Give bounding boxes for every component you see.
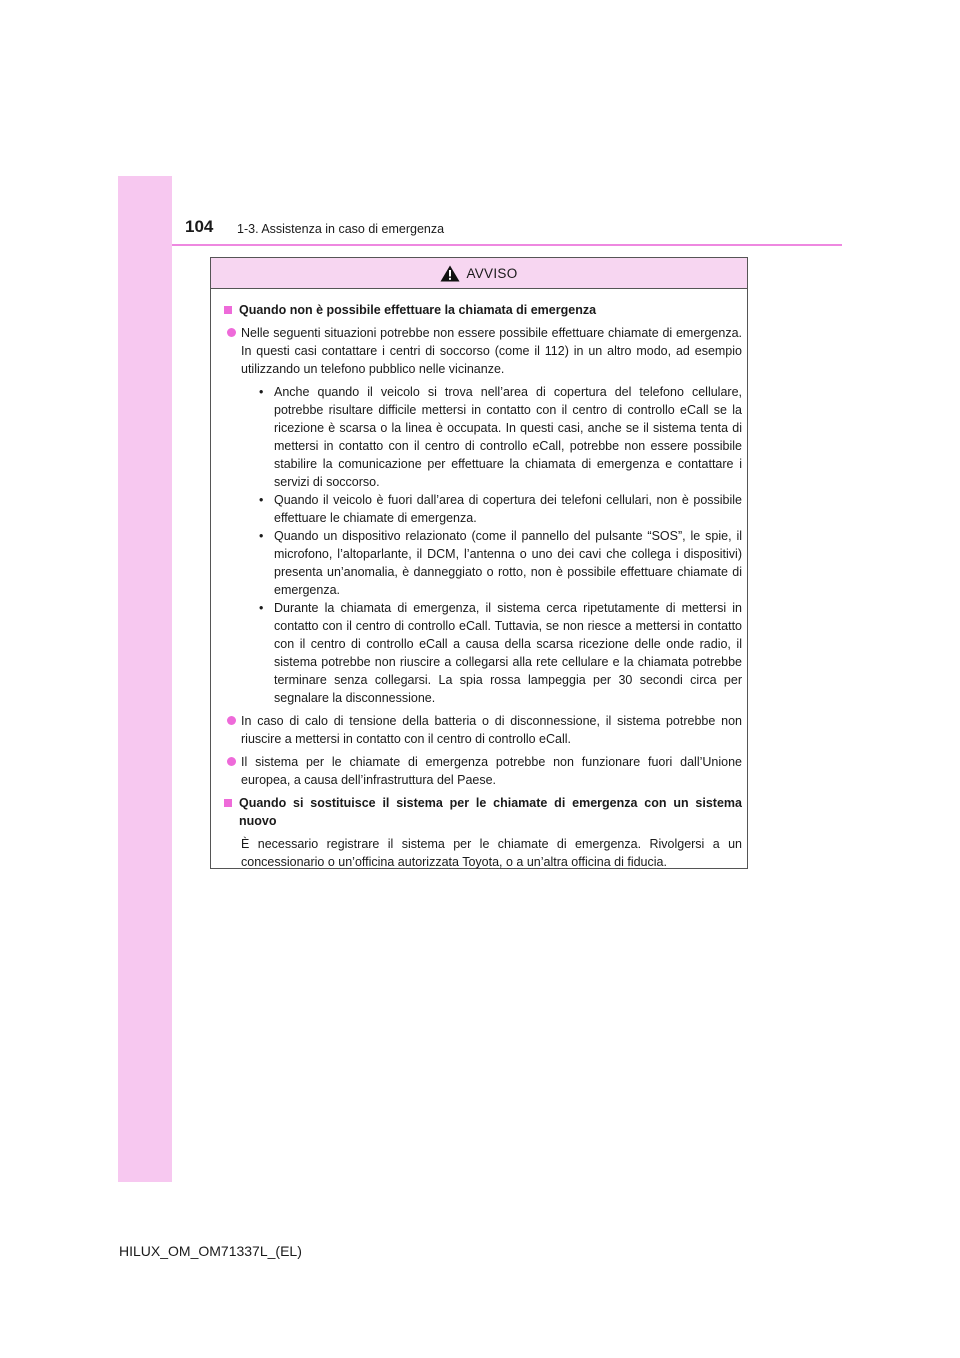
section-text: È necessario registrare il sistema per le chiamate di emergenza. Rivolgersi a un concessionario o un’officina autorizzata Toyota, o a un’altra officina di fiducia. bbox=[241, 837, 742, 869]
section-heading: Quando non è possibile effettuare la chiamata di emergenza bbox=[224, 301, 742, 319]
list-item: Il sistema per le chiamate di emergenza potrebbe non funzionare fuori dall’Unione europea, a causa dell’infrastruttura del Paese. bbox=[227, 753, 742, 789]
round-bullet-icon bbox=[227, 757, 236, 766]
header-rule bbox=[172, 244, 842, 246]
section-heading: Quando si sostituisce il sistema per le chiamate di emergenza con un sistema nuovo bbox=[224, 794, 742, 830]
footer-code: HILUX_OM_OM71337L_(EL) bbox=[119, 1243, 302, 1259]
sub-list-item: • Anche quando il veicolo si trova nell’area di copertura del telefono cellulare, potrebbe risultare difficile mettersi in contatto con il centro di controllo eCall se la ricezione è scarsa o la linea è occupata. In questi casi, anche se il sistema tenta di mettersi in contatto con il centro di controllo eCall, potrebbe non essere possibile stabilire la comunicazione per effettuare la chiamata di emergenza e contattare i servizi di soccorso. bbox=[259, 385, 742, 489]
side-tab-strip bbox=[118, 176, 172, 1182]
section-title: 1-3. Assistenza in caso di emergenza bbox=[237, 222, 445, 236]
round-bullet-icon bbox=[227, 328, 236, 337]
round-bullet-icon bbox=[227, 716, 236, 725]
sub-list-item: • Durante la chiamata di emergenza, il sistema cerca ripetutamente di mettersi in contatto con il centro di controllo eCall. Tuttavia, se non riesce a mettersi in contatto con il centro di controllo eCall a causa della scarsa ricezione delle onde radio, il sistema potrebbe non riuscire a collegarsi alla rete cellulare e la chiamata potrebbe terminare senza collegarsi. La spia rossa lampeggia per 30 secondi circa per segnalare la disconnessione. bbox=[259, 601, 742, 705]
sub-list bbox=[258, 383, 742, 707]
sub-list-item: • Quando il veicolo è fuori dall’area di copertura dei telefoni cellulari, non è possibile effettuare le chiamate di emergenza. bbox=[259, 493, 742, 525]
warning-title: AVVISO bbox=[466, 265, 518, 281]
warning-triangle-icon bbox=[440, 265, 460, 282]
square-bullet-icon bbox=[224, 306, 232, 314]
list-item: In caso di calo di tensione della batteria o di disconnessione, il sistema potrebbe non riuscire a mettersi in contatto con il centro di controllo eCall. bbox=[227, 712, 742, 748]
bullet-text: Nelle seguenti situazioni potrebbe non essere possibile effettuare chiamate di emergenza. In questi casi contattare i centri di soccorso (come il 112) in un altro modo, ad esempio utilizzando un telefono pubblico nelle vicinanze. bbox=[241, 326, 742, 376]
list-item bbox=[227, 324, 742, 707]
warning-box bbox=[210, 257, 748, 869]
page-number: 104 bbox=[185, 217, 214, 236]
sub-list-item: • Quando un dispositivo relazionato (come il pannello del pulsante “SOS”, le spie, il microfono, l’altoparlante, il DCM, l’antenna o uno dei cavi che collega i dispositivi) presenta un’anomalia, è danneggiato o rotto, non è possibile effettuare chiamate di emergenza. bbox=[259, 529, 742, 597]
warning-header bbox=[211, 258, 747, 289]
square-bullet-icon bbox=[224, 799, 232, 807]
warning-body bbox=[211, 289, 747, 871]
